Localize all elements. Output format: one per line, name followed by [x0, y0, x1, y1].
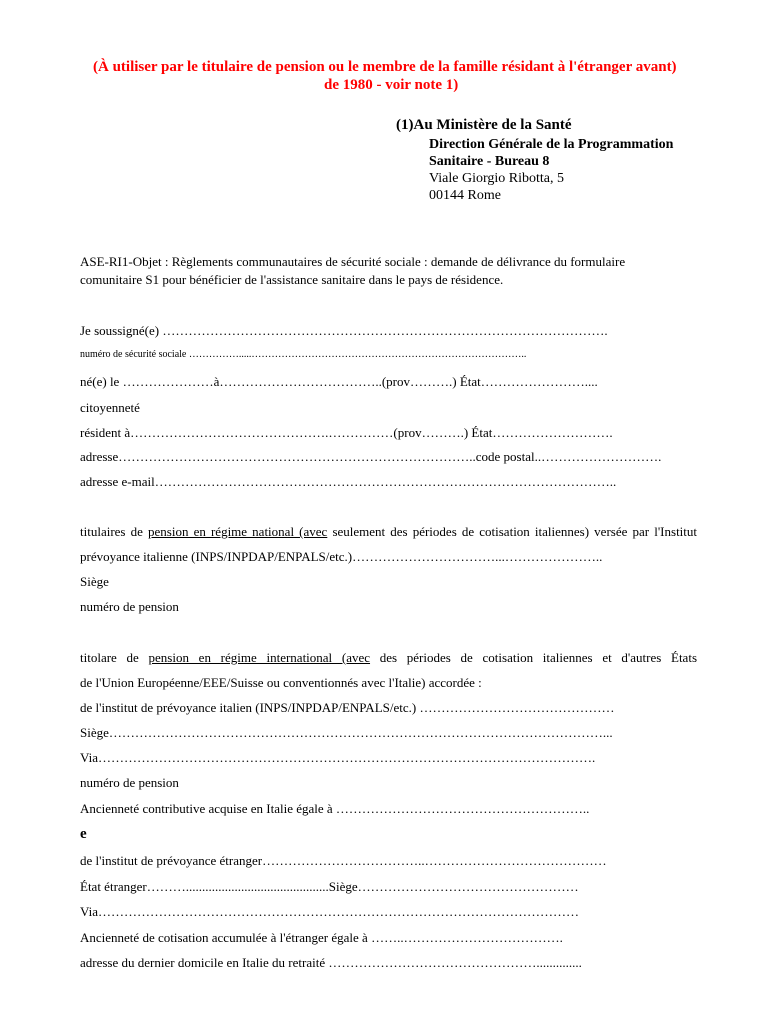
field-foreign-via[interactable]: Via…………………………………………………………………………………………………: [80, 904, 579, 919]
address-department-2: Sanitaire - Bureau 8: [429, 154, 550, 169]
address-city: 00144 Rome: [429, 188, 501, 203]
subject-line-1: ASE-RI1-Objet : Règlements communautaires de sécurité sociale : demande de délivrance du formulaire: [80, 254, 626, 269]
field-soussigne[interactable]: Je soussigné(e) ………………………………………………………………………………………….: [80, 323, 608, 338]
national-pension-regime: pension en régime national (avec: [148, 524, 328, 539]
international-pension-suffix: des périodes de cotisation italiennes et d'autres États: [379, 650, 698, 665]
field-foreign-institute[interactable]: de l'institut de prévoyance étranger………………………………..……………………………………: [80, 853, 607, 868]
field-birth[interactable]: né(e) le …………………à………………………………..(prov……….) État……………………....: [80, 374, 598, 389]
field-national-pension-number[interactable]: numéro de pension: [80, 599, 179, 614]
field-secu-number[interactable]: numéro de sécurité sociale …………….....………………………………………………………………………..: [80, 349, 527, 360]
field-international-siege[interactable]: Siège……………………………………………………………………………………………………...: [80, 725, 613, 740]
address-recipient: (1)Au Ministère de la Santé: [396, 117, 572, 133]
field-foreign-contribution-seniority[interactable]: Ancienneté de cotisation accumulée à l'étranger égale à ……..……………………………….: [80, 930, 563, 945]
address-department-1: Direction Générale de la Programmation: [429, 137, 674, 152]
national-pension-suffix: seulement des périodes de cotisation italiennes) versée par l'Institut: [332, 524, 698, 539]
field-last-italian-address[interactable]: adresse du dernier domicile en Italie du retraité …………………………………………..............: [80, 955, 582, 970]
international-pension-prefix: titolare de: [80, 650, 139, 665]
address-street: Viale Giorgio Ribotta, 5: [429, 171, 564, 186]
field-international-via[interactable]: Via…………………………………………………………………………………………………….: [80, 750, 596, 765]
conjunction-e: e: [80, 826, 87, 842]
field-address[interactable]: adresse………………………………………………………………………..code postal..……………………….: [80, 449, 662, 464]
field-residence[interactable]: résident à……………………………………….……………(prov……….) État……………………….: [80, 425, 613, 440]
header-line-2: de 1980 - voir note 1): [324, 77, 459, 93]
field-italian-institute[interactable]: de l'institut de prévoyance italien (INPS/INPDAP/ENPALS/etc.) ………………………………………: [80, 700, 615, 715]
subject-line-2: comunitaire S1 pour bénéficier de l'assistance sanitaire dans le pays de résidence.: [80, 272, 504, 287]
field-citizenship[interactable]: citoyenneté: [80, 400, 140, 415]
international-pension-line-1: [80, 650, 697, 666]
field-international-pension-number[interactable]: numéro de pension: [80, 775, 179, 790]
field-foreign-state-siege[interactable]: État étranger………............................................Siège……………………………………………: [80, 879, 579, 894]
header-line-1: (À utiliser par le titulaire de pension ou le membre de la famille résidant à l'étranger avant): [93, 59, 677, 75]
national-pension-line-1: [80, 524, 697, 540]
international-pension-regime: pension en régime international (avec: [148, 650, 371, 665]
field-italy-contribution-seniority[interactable]: Ancienneté contributive acquise en Italie égale à …………………………………………………..: [80, 801, 590, 816]
national-pension-prefix: titulaires de: [80, 524, 143, 539]
field-email[interactable]: adresse e-mail……………………………………………………………………………………………..: [80, 474, 617, 489]
international-pension-line-2: de l'Union Européenne/EEE/Suisse ou conventionnés avec l'Italie) accordée :: [80, 675, 482, 690]
field-national-institute[interactable]: prévoyance italienne (INPS/INPDAP/ENPALS/etc.)……………………………...…………………..: [80, 549, 603, 564]
field-national-siege[interactable]: Siège: [80, 574, 109, 589]
